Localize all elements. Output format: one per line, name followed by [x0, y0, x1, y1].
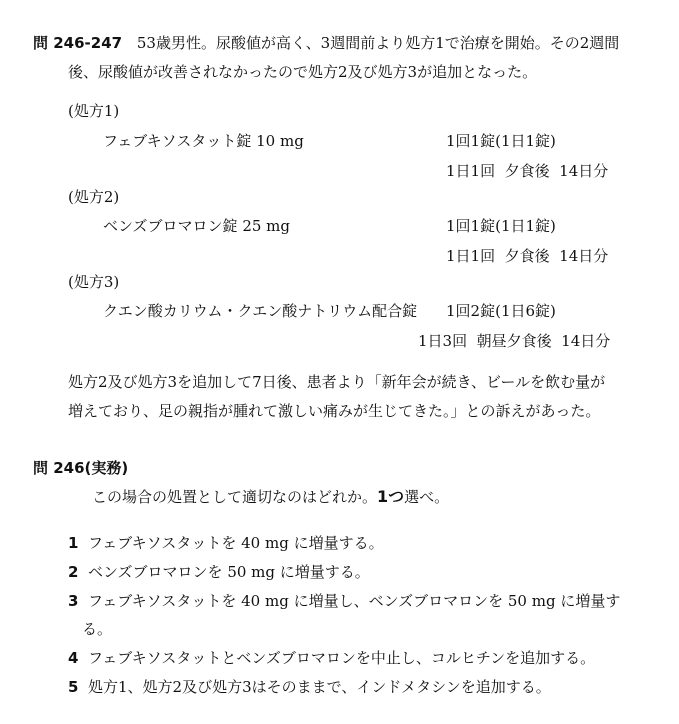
prescription-1-drug: フェブキソスタット錠 10 mg	[103, 132, 304, 150]
question-number-range: 問 246-247	[33, 34, 123, 52]
option-text: 処方1、処方2及び処方3はそのままで、インドメタシンを追加する。	[88, 678, 551, 696]
prescription-3-schedule: 1日3回 朝昼夕食後 14日分	[418, 332, 611, 350]
option-number: 5	[68, 678, 79, 696]
prescription-3-label: (処方3)	[68, 273, 120, 291]
answer-option-3[interactable]	[68, 591, 620, 611]
prescription-3-dose: 1回2錠(1日6錠)	[446, 302, 556, 320]
question-prompt-suffix: 選べ。	[404, 488, 450, 506]
answer-option-2[interactable]	[68, 562, 370, 582]
scenario-line-1: 処方2及び処方3を追加して7日後、患者より「新年会が続き、ビールを飲む量が	[68, 373, 606, 391]
intro-line-1: 53歳男性。尿酸値が高く、3週間前より処方1で治療を開始。その2週間	[136, 34, 620, 52]
prescription-2-label: (処方2)	[68, 188, 120, 206]
option-number: 3	[68, 592, 79, 610]
prescription-3-drug: クエン酸カリウム・クエン酸ナトリウム配合錠	[103, 302, 418, 320]
prescription-2-dose: 1回1錠(1日1錠)	[446, 217, 556, 235]
question-prompt	[92, 487, 449, 507]
answer-option-1[interactable]	[68, 533, 384, 553]
question-header	[33, 33, 619, 53]
option-text: フェブキソスタットを 40 mg に増量し、ベンズブロマロンを 50 mg に増量す	[88, 592, 621, 610]
option-text: フェブキソスタットを 40 mg に増量する。	[88, 534, 384, 552]
scenario-line-2: 増えており、足の親指が腫れて激しい痛みが生じてきた。」との訴えがあった。	[68, 402, 601, 420]
option-number: 1	[68, 534, 79, 552]
prescription-1-schedule: 1日1回 夕食後 14日分	[446, 162, 609, 180]
option-number: 2	[68, 563, 79, 581]
question-heading: 問 246(実務)	[33, 459, 129, 477]
option-text: フェブキソスタットとベンズブロマロンを中止し、コルヒチンを追加する。	[88, 649, 596, 667]
intro-line-2: 後、尿酸値が改善されなかったので処方2及び処方3が追加となった。	[68, 63, 538, 81]
prescription-2-schedule: 1日1回 夕食後 14日分	[446, 247, 609, 265]
answer-option-3-continued: る。	[82, 620, 113, 638]
option-text: ベンズブロマロンを 50 mg に増量する。	[88, 563, 370, 581]
question-prompt-bold: 1つ	[377, 487, 405, 506]
question-prompt-prefix: この場合の処置として適切なのはどれか。	[92, 488, 378, 506]
option-number: 4	[68, 649, 79, 667]
answer-option-4[interactable]	[68, 648, 595, 668]
prescription-1-label: (処方1)	[68, 102, 120, 120]
answer-option-5[interactable]	[68, 677, 551, 697]
prescription-1-dose: 1回1錠(1日1錠)	[446, 132, 556, 150]
prescription-2-drug: ベンズブロマロン錠 25 mg	[103, 217, 290, 235]
